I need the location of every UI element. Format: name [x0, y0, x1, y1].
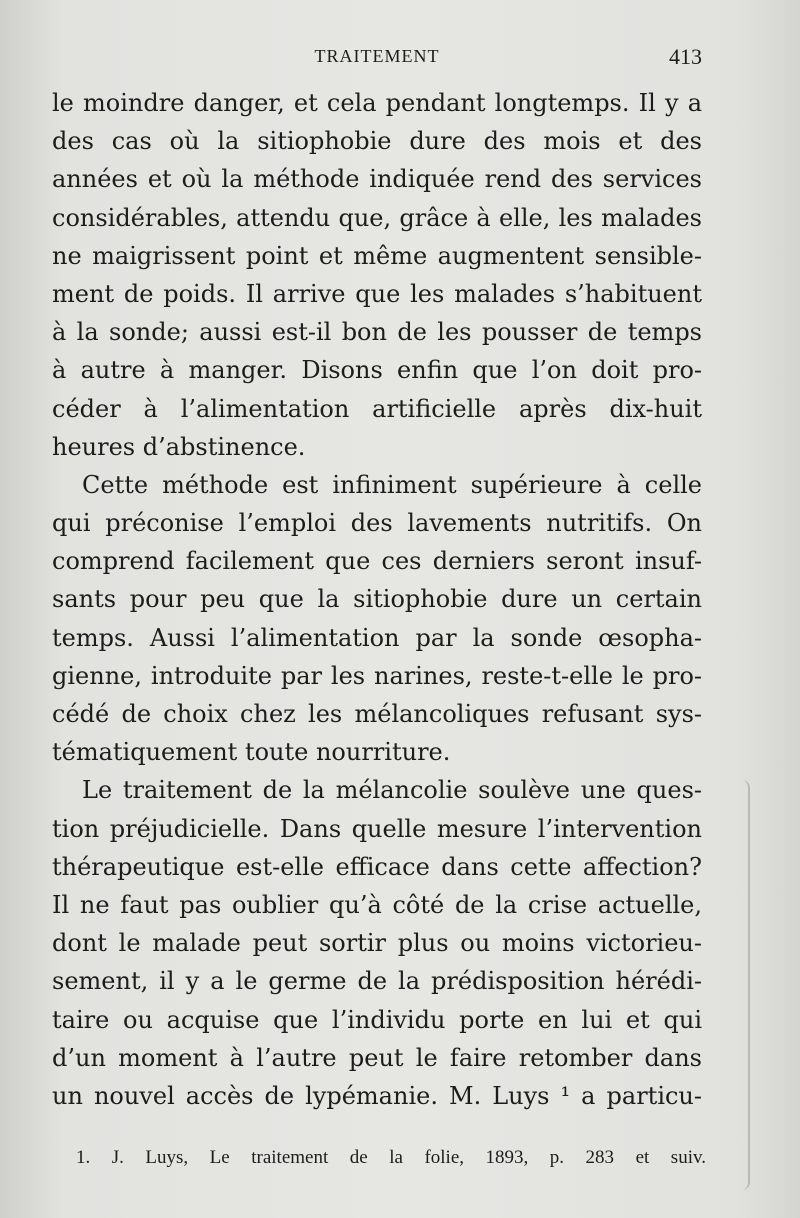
text-line: thérapeutique est-elle efficace dans cette affection? [52, 852, 702, 881]
footnote: 1. J. Luys, Le traitement de la folie, 1893, p. 283 et suiv. [76, 1147, 706, 1168]
text-line: un nouvel accès de lypémanie. M. Luys ¹ a particu- [52, 1081, 702, 1110]
text-line: comprend facilement que ces derniers seront insuf- [52, 547, 702, 576]
text-line: taire ou acquise que l’individu porte en lui et qui [52, 1005, 702, 1034]
page-header [52, 44, 702, 74]
paragraph-start-line: Cette méthode est infiniment supérieure à celle [82, 470, 702, 499]
text-line: années et où la méthode indiquée rend des services [52, 165, 702, 194]
text-line: temps. Aussi l’alimentation par la sonde œsopha- [52, 623, 702, 652]
text-line: Il ne faut pas oublier qu’à côté de la crise actuelle, [52, 890, 702, 919]
text-line: qui préconise l’emploi des lavements nutritifs. On [52, 509, 702, 538]
text-line: à autre à manger. Disons enfin que l’on doit pro- [52, 356, 702, 385]
text-line: gienne, introduite par les narines, reste-t-elle le pro- [52, 661, 702, 690]
text-line: sement, il y a le germe de la prédisposition hérédi- [52, 967, 702, 996]
text-line: sants pour peu que la sitiophobie dure un certain [52, 585, 702, 614]
paragraph-end-line: heures d’abstinence. [52, 432, 306, 461]
text-line: ne maigrissent point et même augmentent sensible- [52, 241, 702, 270]
body-text [52, 84, 702, 1115]
paragraph-end-line: tématiquement toute nourriture. [52, 738, 451, 767]
page-number: 413 [669, 44, 702, 69]
text-line: tion préjudicielle. Dans quelle mesure l’intervention [52, 814, 702, 843]
margin-pencil-mark [722, 780, 750, 1190]
text-line: cédé de choix chez les mélancoliques refusant sys- [52, 700, 702, 728]
text-line: le moindre danger, et cela pendant longtemps. Il y a [52, 89, 702, 117]
text-line: dont le malade peut sortir plus ou moins victorieu- [52, 929, 702, 958]
text-line: d’un moment à l’autre peut le faire retomber dans [52, 1043, 702, 1072]
running-head: TRAITEMENT [314, 46, 440, 66]
text-line: à la sonde; aussi est-il bon de les pousser de temps [52, 318, 702, 347]
text-line: ment de poids. Il arrive que les malades s’habituent [52, 279, 702, 308]
paragraph-start-line: Le traitement de la mélancolie soulève une ques- [82, 776, 702, 805]
text-line: des cas où la sitiophobie dure des mois et des [52, 127, 702, 156]
text-line: considérables, attendu que, grâce à elle, les malades [52, 203, 702, 232]
text-line: céder à l’alimentation artificielle après dix-huit [52, 394, 702, 423]
